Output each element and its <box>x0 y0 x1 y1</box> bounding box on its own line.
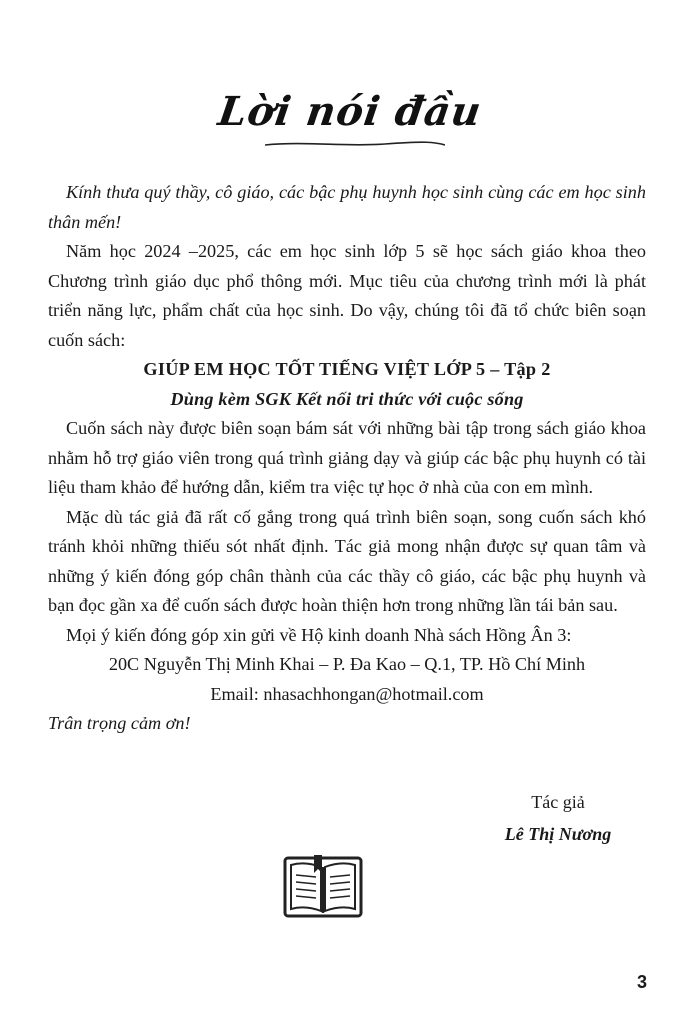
contact-intro: Mọi ý kiến đóng góp xin gửi về Hộ kinh doanh Nhà sách Hồng Ân 3: <box>66 624 572 645</box>
author-name: Lê Thị Nương <box>504 824 612 844</box>
page-number: 3 <box>636 972 647 992</box>
paragraph-2: Cuốn sách này được biên soạn bám sát với những bài tập trong sách giáo khoa nhằm hỗ trợ giáo viên trong quá trình giảng dạy và giúp các bậc phụ huynh có tài liệu tham khảo để hướng dẫn, kiểm tra việc tự học ở nhà của con em mình. <box>48 418 646 497</box>
contact-email: Email: nhasachhongan@hotmail.com <box>210 683 484 704</box>
closing: Trân trọng cảm ơn! <box>48 713 191 733</box>
book-subtitle: Dùng kèm SGK Kết nối tri thức với cuộc sống <box>170 388 524 409</box>
title-flourish <box>265 140 445 148</box>
open-book-icon <box>283 855 363 920</box>
author-label: Tác giả <box>531 792 585 812</box>
preface-body <box>48 178 646 739</box>
page-title: Lời nói đầu <box>215 88 485 135</box>
paragraph-3: Mặc dù tác giả đã rất cố gắng trong quá trình biên soạn, song cuốn sách khó tránh khỏi những thiếu sót nhất định. Tác giả mong nhận được sự quan tâm và những ý kiến đóng góp chân thành của các thầy cô giáo, các bậc phụ huynh và bạn đọc gần xa để cuốn sách được hoàn thiện hơn trong những lần tái bản sau. <box>48 506 646 615</box>
greeting: Kính thưa quý thầy, cô giáo, các bậc phụ huynh học sinh cùng các em học sinh thân mến! <box>48 182 646 232</box>
book-title: GIÚP EM HỌC TỐT TIẾNG VIỆT LỚP 5 – Tập 2 <box>143 359 551 379</box>
contact-address: 20C Nguyễn Thị Minh Khai – P. Đa Kao – Q.1, TP. Hồ Chí Minh <box>108 654 586 674</box>
paragraph-1: Năm học 2024 –2025, các em học sinh lớp 5 sẽ học sách giáo khoa theo Chương trình giáo dục phổ thông mới. Mục tiêu của chương trình mới là phát triển năng lực, phẩm chất của học sinh. Do vậy, chúng tôi đã tổ chức biên soạn cuốn sách: <box>48 241 646 350</box>
